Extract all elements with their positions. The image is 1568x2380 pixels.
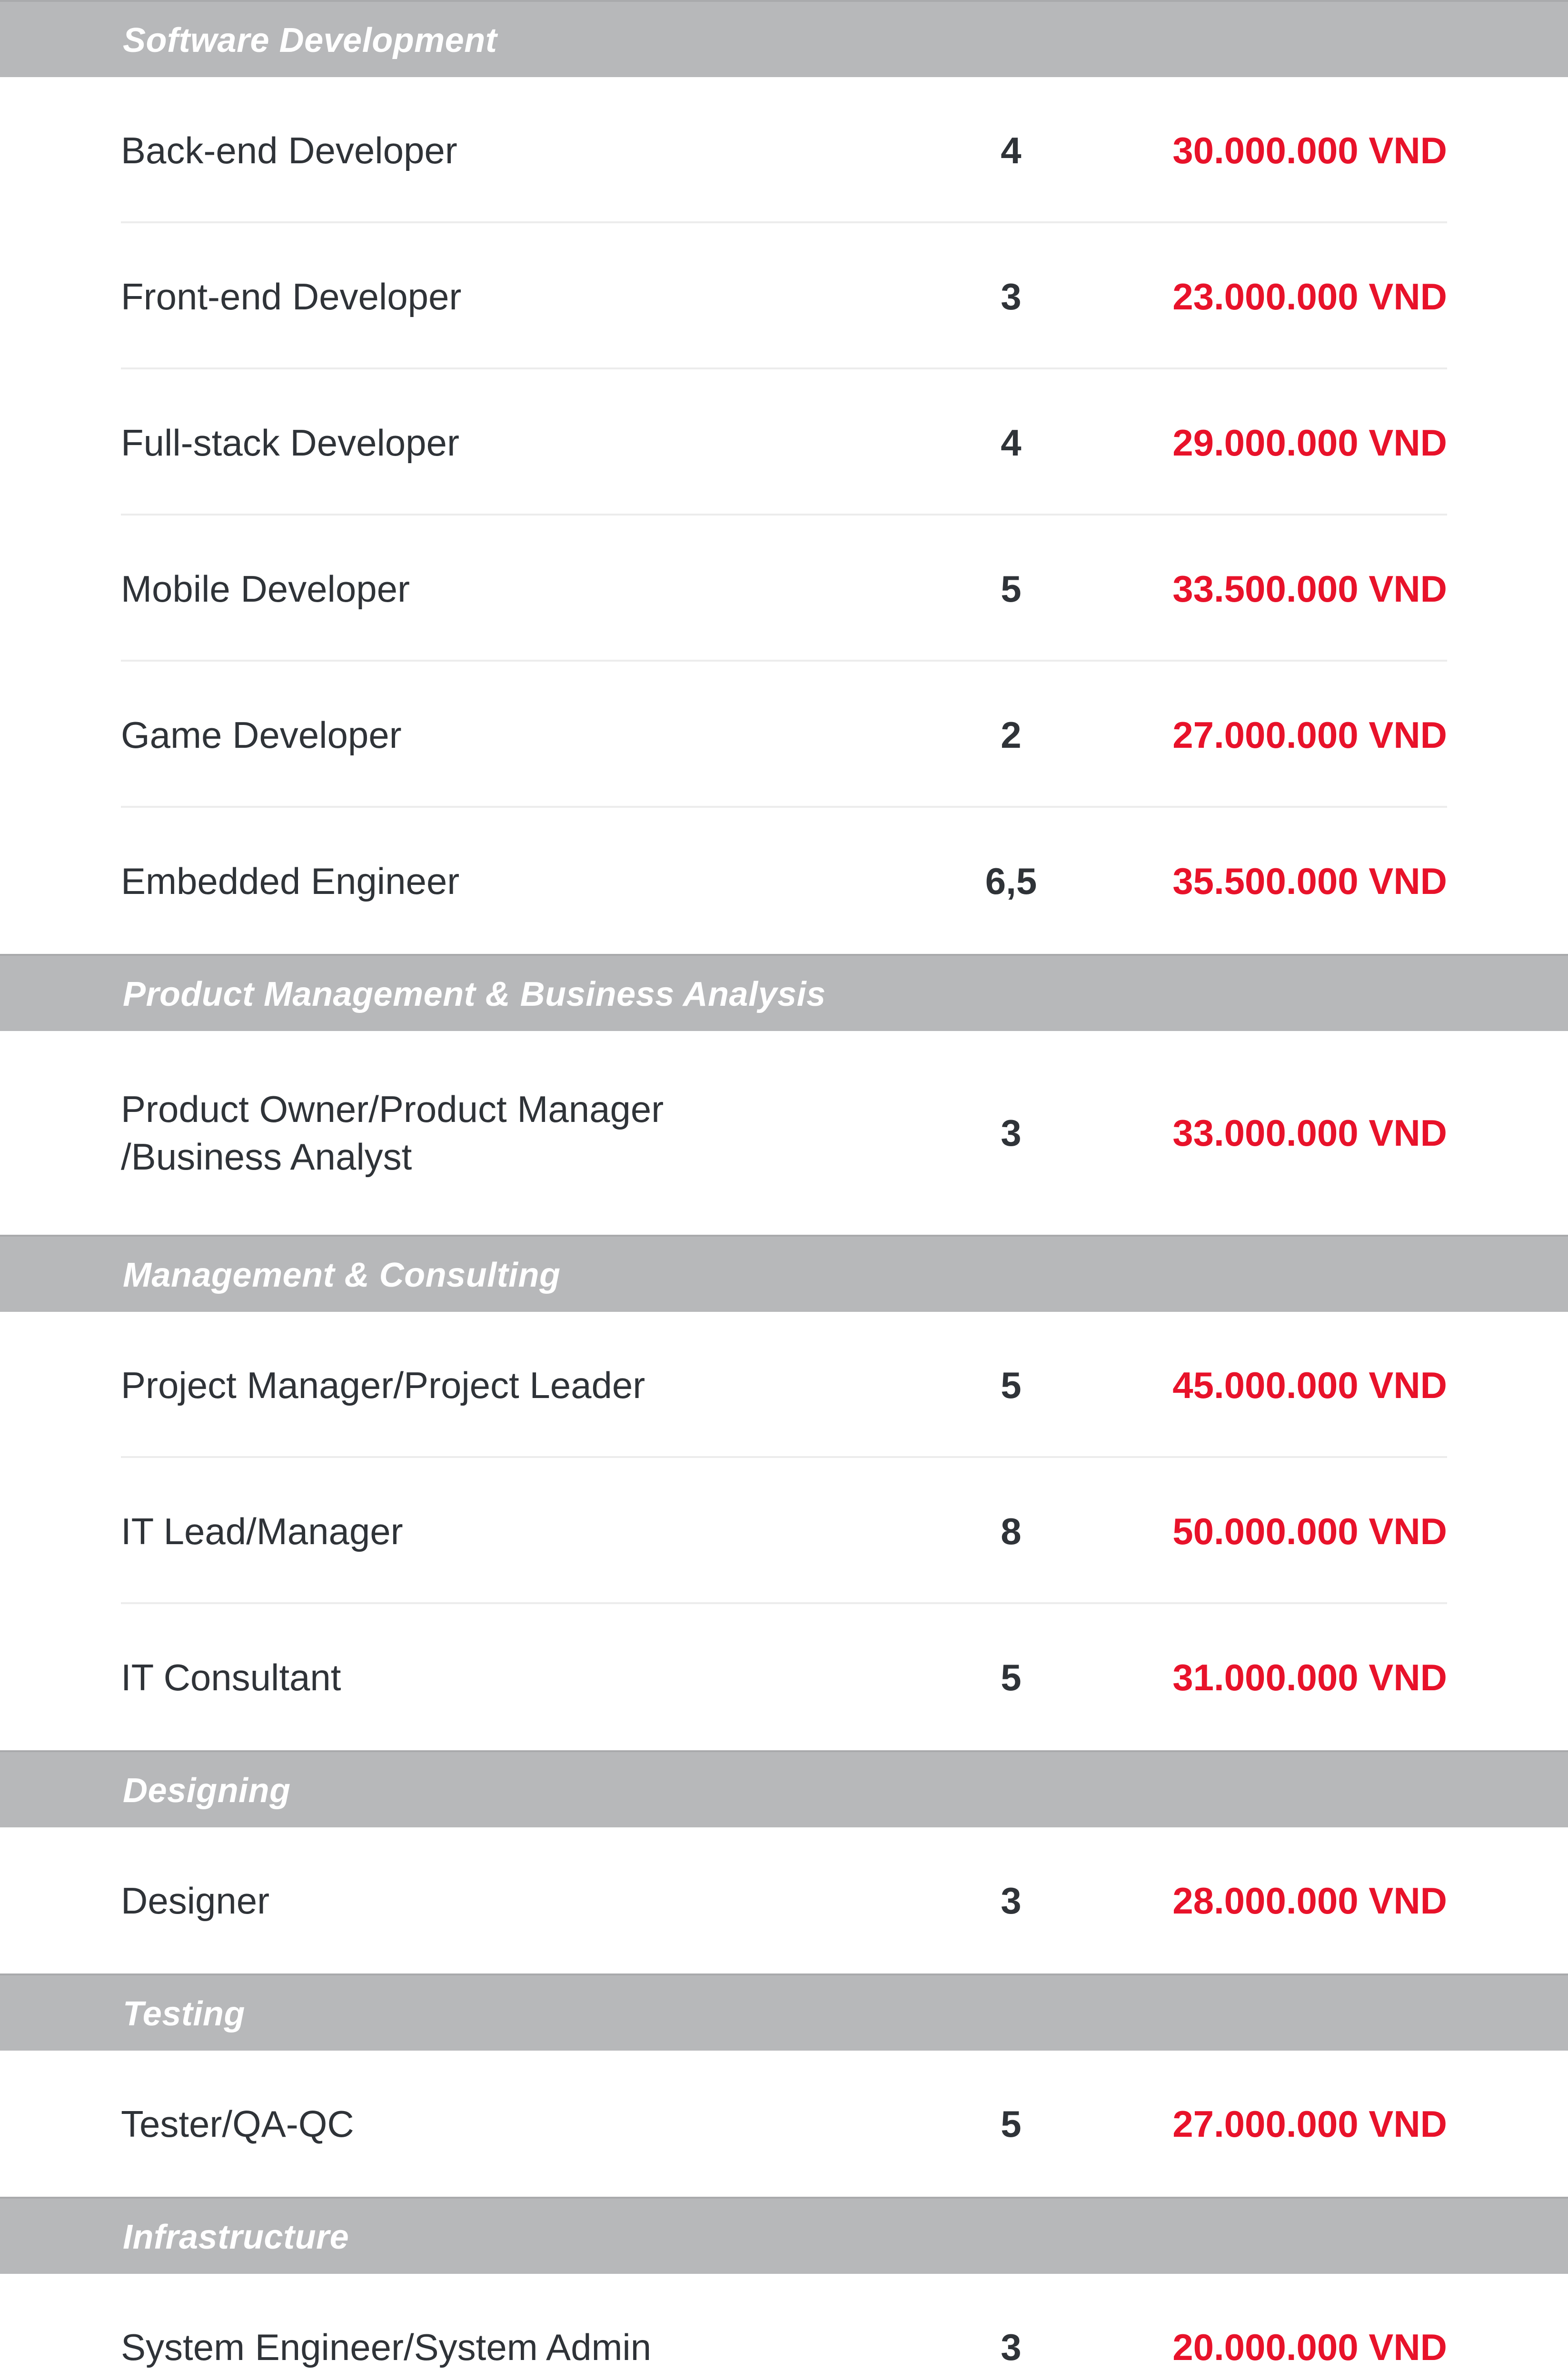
job-title: Game Developer (121, 714, 402, 756)
section-title: Designing (123, 1772, 291, 1810)
section-header (0, 1973, 1568, 2051)
job-title: Back-end Developer (121, 129, 457, 171)
salary-value: 23.000.000 VND (1172, 275, 1447, 317)
years-experience: 3 (1001, 275, 1022, 317)
table-row (121, 77, 1447, 223)
table-row (121, 2274, 1447, 2380)
section-title: Management & Consulting (123, 1256, 561, 1294)
years-experience: 8 (1001, 1510, 1022, 1552)
years-experience: 2 (1001, 714, 1022, 756)
job-title: System Engineer/System Admin (121, 2326, 652, 2368)
years-experience: 4 (1001, 129, 1022, 171)
job-title: Front-end Developer (121, 275, 462, 317)
section-title: Infrastructure (123, 2218, 349, 2256)
section-title: Software Development (123, 21, 497, 60)
section-header (0, 1750, 1568, 1827)
table-row (121, 662, 1447, 808)
years-experience: 6,5 (985, 860, 1037, 902)
salary-value: 29.000.000 VND (1172, 421, 1447, 464)
table-row (121, 516, 1447, 662)
section-header (0, 2197, 1568, 2274)
job-title: Full-stack Developer (121, 421, 459, 464)
years-experience: 3 (1001, 1879, 1022, 1922)
table-row (121, 2051, 1447, 2197)
salary-value: 50.000.000 VND (1172, 1510, 1447, 1552)
salary-value: 30.000.000 VND (1172, 129, 1447, 171)
salary-value: 27.000.000 VND (1172, 714, 1447, 756)
table-row (121, 1458, 1447, 1604)
table-row (121, 1031, 1447, 1235)
salary-value: 33.500.000 VND (1172, 567, 1447, 610)
years-experience: 5 (1001, 1656, 1022, 1698)
job-title: Product Owner/Product Manager /Business Analyst (121, 1088, 664, 1178)
job-title: Embedded Engineer (121, 860, 460, 902)
section-header (0, 954, 1568, 1031)
years-experience: 3 (1001, 2326, 1022, 2368)
salary-value: 20.000.000 VND (1172, 2326, 1447, 2368)
table-row (121, 808, 1447, 954)
table-row (121, 1312, 1447, 1458)
table-row (121, 369, 1447, 516)
years-experience: 3 (1001, 1112, 1022, 1154)
table-row (121, 1827, 1447, 1973)
section-header (0, 1235, 1568, 1312)
years-experience: 5 (1001, 2102, 1022, 2145)
salary-value: 35.500.000 VND (1172, 860, 1447, 902)
salary-value: 28.000.000 VND (1172, 1879, 1447, 1922)
job-title: Tester/QA-QC (121, 2102, 354, 2145)
section-title: Product Management & Business Analysis (123, 975, 826, 1013)
job-title: Project Manager/Project Leader (121, 1364, 645, 1406)
years-experience: 5 (1001, 567, 1022, 610)
years-experience: 5 (1001, 1364, 1022, 1406)
job-title: IT Consultant (121, 1656, 341, 1698)
job-title: IT Lead/Manager (121, 1510, 403, 1552)
salary-value: 33.000.000 VND (1172, 1112, 1447, 1154)
section-title: Testing (123, 1995, 245, 2033)
table-row (121, 223, 1447, 369)
section-header (0, 0, 1568, 77)
job-title: Designer (121, 1879, 270, 1922)
job-title: Mobile Developer (121, 567, 410, 610)
salary-value: 45.000.000 VND (1172, 1364, 1447, 1406)
salary-value: 27.000.000 VND (1172, 2102, 1447, 2145)
table-row (121, 1604, 1447, 1750)
years-experience: 4 (1001, 421, 1022, 464)
salary-value: 31.000.000 VND (1172, 1656, 1447, 1698)
